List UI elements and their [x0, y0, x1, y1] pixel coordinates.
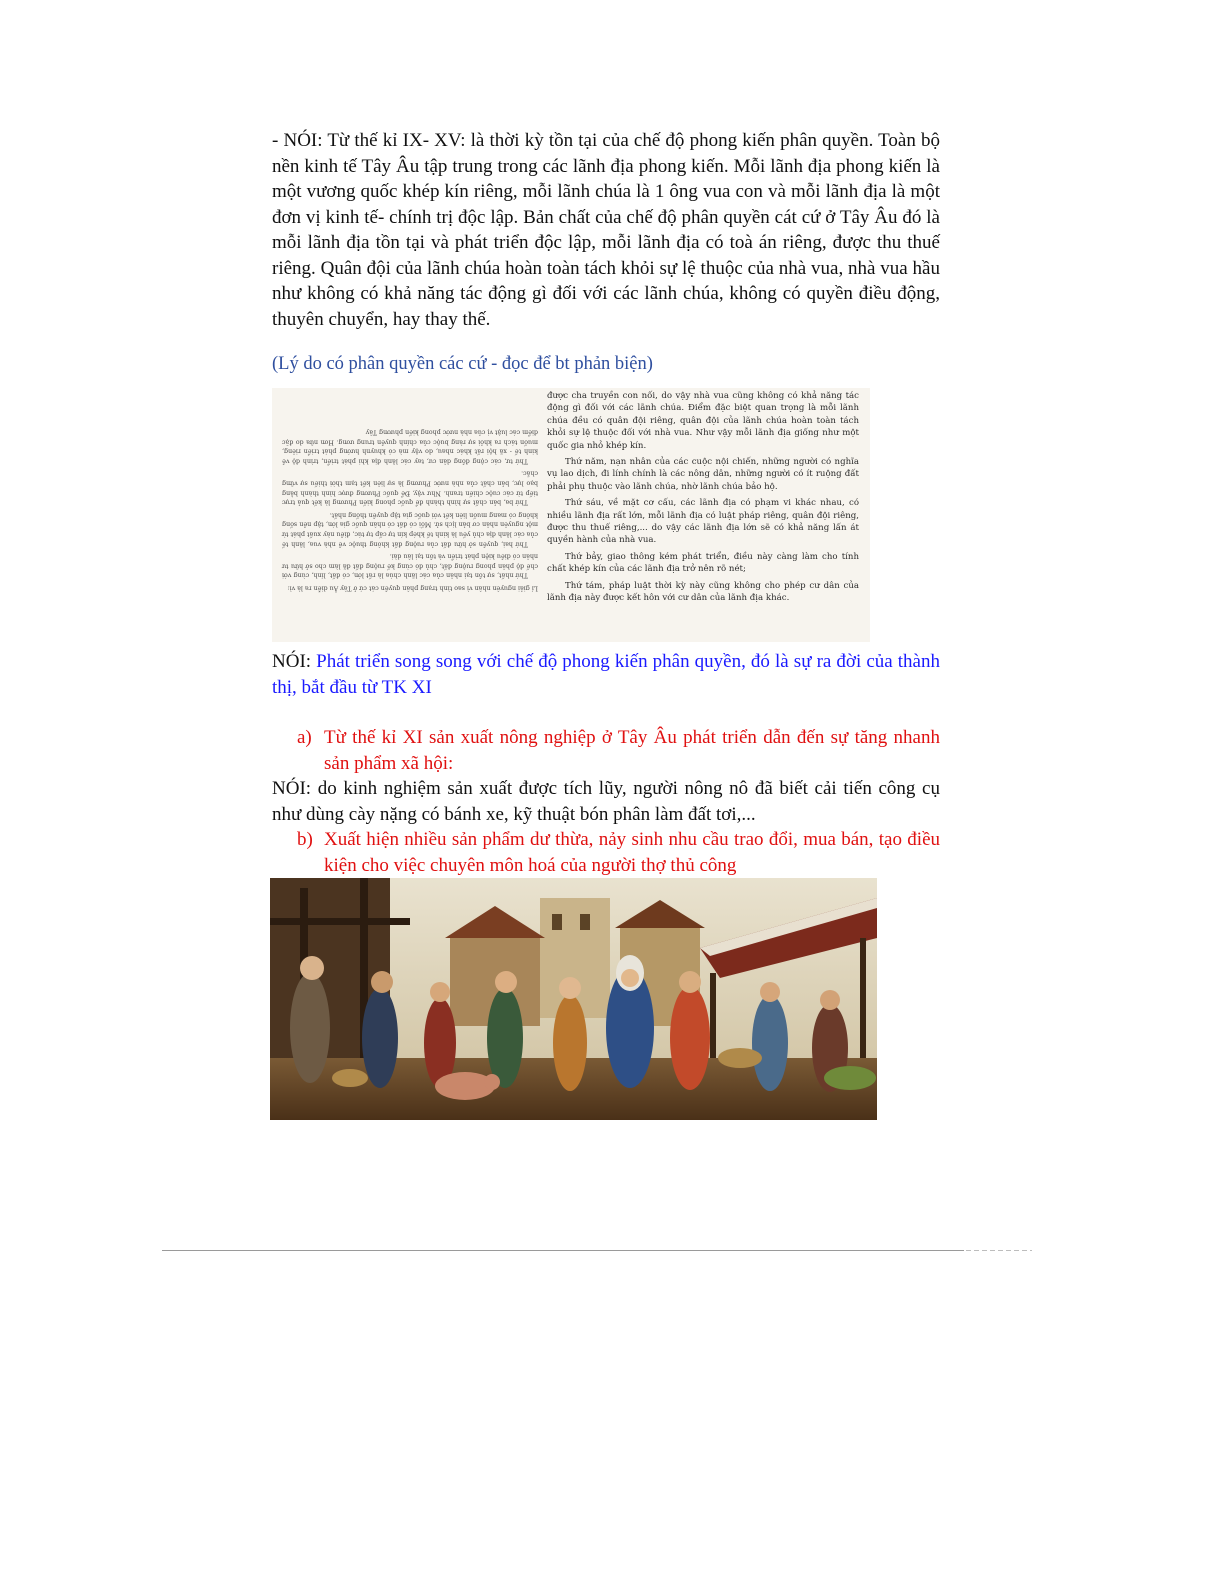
scanned-left-paragraph: Thứ nhất, sự tồn tại nhân của các lãnh chúa là rất lớn, có đất, lính, cùng với chế độ phân phong ruộng đất, chủ đó cùng kế ruộng đất đã làm cho sở hữu tư nhân có điều kiện phát triển và tồn tại lâu dài.: [282, 552, 538, 579]
list-marker-a: a): [297, 727, 312, 748]
list-item-a: [297, 725, 940, 776]
paragraph-towns-rise: [272, 649, 940, 700]
scanned-left-paragraph: Thứ ba, bản chất sự hình thành để quốc phong kiến Phương là kết quả trực tiếp từ các cuộc chiến tranh. Như vậy, Để quốc Phương được hình thành bằng bạo lực, bản chất của nhà nước Phương là sự liên kết tạm thời thiếu sự vững chắc.: [282, 469, 538, 506]
scanned-right-paragraph: Thứ năm, nạn nhân của các cuộc nội chiến, những người có nghĩa vụ lao dịch, đi lính chính là các nông dân, những người có ít ruộng đất phải phụ thuộc vào lãnh chúa, nhờ lãnh chúa bảo hộ.: [547, 457, 859, 492]
scanned-right-paragraph: Thứ tám, pháp luật thời kỳ này cũng không cho phép cư dân của lãnh địa này được kết hôn với cư dân của lãnh địa khác.: [547, 580, 859, 604]
list-marker-b: b): [297, 829, 313, 850]
scanned-left-column: [282, 424, 538, 593]
footer-divider: [162, 1250, 964, 1251]
scanned-book-page: [272, 388, 870, 642]
list-item-b: [297, 827, 940, 878]
list-text-b: Xuất hiện nhiều sản phẩm dư thừa, nảy sinh nhu cầu trao đổi, mua bán, tạo điều kiện cho việc chuyên môn hoá của người thợ thủ công: [324, 829, 940, 876]
footer-dashed-divider: [966, 1250, 1032, 1251]
scanned-right-paragraph: Thứ bảy, giao thông kém phát triển, điều này càng làm cho tính chất khép kín của các lãnh địa trở nên rõ nét;: [547, 551, 859, 575]
scanned-left-heading: Lí giải nguyên nhân vì sao tình trạng phân quyền cát cứ ở Tây Âu diễn ra là vì:: [287, 584, 538, 592]
scanned-right-paragraph: được cha truyền con nối, do vậy nhà vua cũng không có khả năng tác động gì đối với các lãnh chúa. Điểm đặc biệt quan trọng là mỗi lãnh chúa đều có quân đội riêng, quân đội của lãnh chúa hoàn toàn tách khỏi sự lệ thuộc đối với nhà vua. Như vậy mỗi lãnh địa giống như một quốc gia nhỏ khép kín.: [547, 391, 859, 451]
scanned-right-column: [547, 390, 859, 609]
reason-note: (Lý do có phân quyền các cứ - đọc để bt phản biện): [272, 354, 653, 374]
paragraph-farming-tools: NÓI: do kinh nghiệm sản xuất được tích lũy, người nông nô đã biết cải tiến công cụ như dùng cày nặng có bánh xe, kỹ thuật bón phân làm đất tơi,...: [272, 778, 940, 825]
medieval-market-painting: [270, 878, 877, 1120]
towns-rise-text: Phát triển song song với chế độ phong kiến phân quyền, đó là sự ra đời của thành thị, bắt đầu từ TK XI: [272, 651, 940, 698]
market-scene-illustration: [270, 878, 877, 1120]
scanned-left-paragraph: Thứ hai, quyền sở hữu đất của ruộng đất không thuộc về nhà vua, lãnh tế của các lãnh địa chủ yếu là kinh tế khép kín tự cấp tự túc, điều này xuất phát từ một nguyên nhân cơ bản lịch sử. Mối có đất có nhân quốc gia lớn, tập nền sống không có mang muốn liên kết với quốc gia tập quyền thống nhất.: [282, 511, 538, 548]
paragraph-feudal-fragmentation: - NÓI: Từ thế kỉ IX- XV: là thời kỳ tồn tại của chế độ phong kiến phân quyền. Toàn bộ nền kinh tế Tây Âu tập trung trong các lãnh địa phong kiến. Mỗi lãnh địa phong kiến là một vương quốc khép kín riêng, mỗi lãnh chúa là 1 ông vua con và mỗi lãnh địa là một đơn vị kinh tế- chính trị độc lập. Bản chất của chế độ phân quyền cát cứ ở Tây Âu đó là mỗi lãnh địa tồn tại và phát triển độc lập, mỗi lãnh địa có toà án riêng, được thu thuế riêng. Quân đội của lãnh chúa hoàn toàn tách khỏi sự lệ thuộc của nhà vua, nhà vua hầu như không có khả năng tác động gì đối với các lãnh chúa, không có quyền điều động, thuyên chuyển, hay thay thế.: [272, 130, 940, 330]
noi-label: NÓI:: [272, 651, 317, 672]
scanned-right-paragraph: Thứ sáu, về mặt cơ cấu, các lãnh địa có phạm vi khác nhau, có nhiều lãnh địa rất lớn, mỗi lãnh địa có luật pháp riêng, quân đội riêng, được thu thuế riêng,... do vậy các lãnh địa lớn sẽ có khả năng lấn át quyền hành của nhà vua.: [547, 498, 859, 546]
scanned-left-paragraph: Thứ tư, các cộng đồng dân cư, tay các lãnh địa khi phát triển, trình độ về kinh tế - xã hội rất khác nhau, do vậy mà có khuynh hướng phát triển riêng, muốn tách ra khỏi sự ràng buộc của chính quyền trung ương. Hơn nữa do đặc điểm các luật vị của nhà nước phong kiến phương Tây: [282, 428, 538, 465]
list-text-a: Từ thế kỉ XI sản xuất nông nghiệp ở Tây Âu phát triển dẫn đến sự tăng nhanh sản phẩm xã hội:: [324, 727, 940, 774]
